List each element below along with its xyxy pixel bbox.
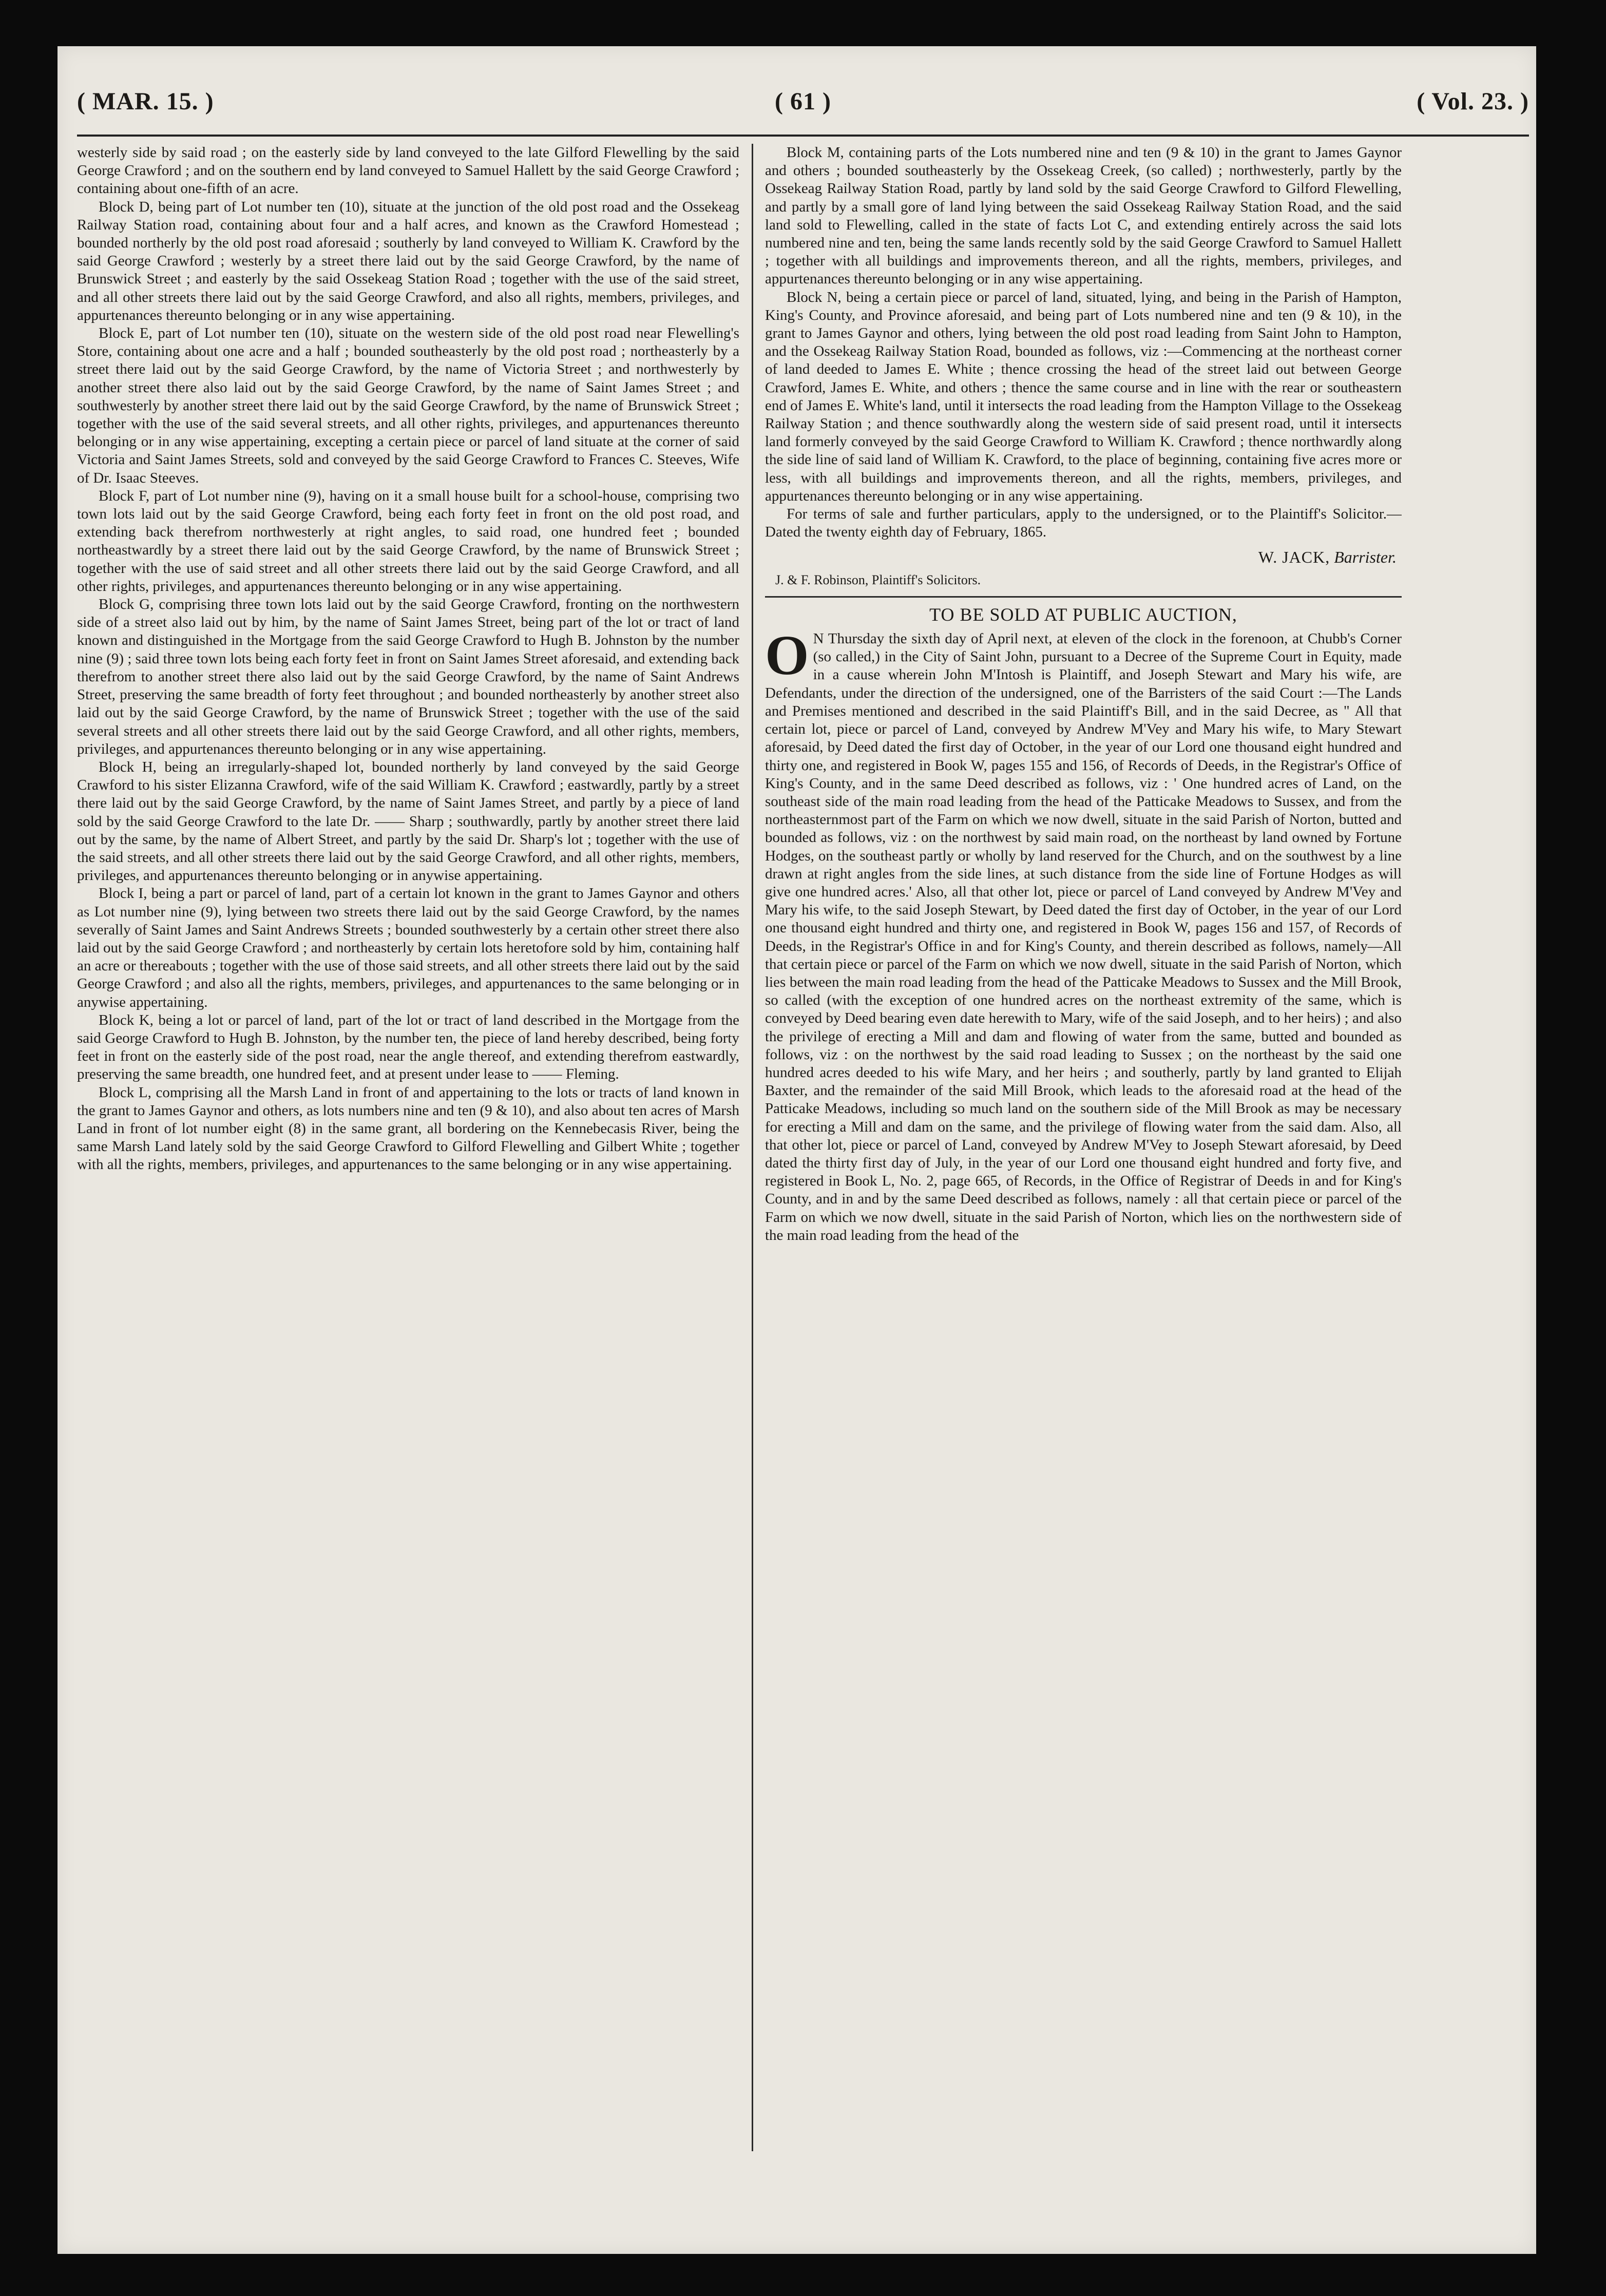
solicitors-line: J. & F. Robinson, Plaintiff's Solicitors. <box>775 572 981 587</box>
section-rule <box>765 596 1402 598</box>
left-paragraph-block-e: Block E, part of Lot number ten (10), situate on the western side of the old post road near Flewelling's Store, containing about one acre and a half ; bounded southeasterly by the old post road ; northeasterly by a street there laid out by the said George Crawford, by the name of Victoria Street ; and northwesterly by another street there also laid out by the said George Crawford, by the name of Saint James Street ; and southwesterly by another street there laid out by the said George Crawford, by the name of Brunswick Street ; together with the use of the said several streets, and all other rights, privileges, and appurtenances thereunto belonging or in any wise appertaining, excepting a certain piece or parcel of land situate at the corner of said Victoria and Saint James Streets, sold and conveyed by the said George Crawford to Frances C. Steeves, Wife of Dr. Isaac Steeves. <box>77 325 739 486</box>
right-paragraph-block-n: Block N, being a certain piece or parcel of land, situated, lying, and being in the Parish of Hampton, King's County, and Province aforesaid, and being part of Lots numbered nine and ten (9 & 10), in the grant to James Gaynor and others, lying between the old post road leading from Saint John to Hampton, and the Ossekeag Railway Station Road, bounded as follows, viz :—Commencing at the northeast corner of land deeded to James E. White ; thence crossing the head of the street laid out between George Crawford, James E. White, and others ; thence the same course and in line with the rear or southeastern end of James E. White's land, until it intersects the road leading from the Hampton Village to the Ossekeag Railway Station ; and thence southwardly along the western side of said present road, until it intersects land formerly conveyed by the said George Crawford to William K. Crawford ; thence northwardly along the side line of said land of William K. Crawford, to the place of beginning, containing five acres more or less, with all buildings and improvements thereon, and all the rights, members, privileges, and appurtenances thereunto belonging or in any wise appertaining. <box>765 289 1402 504</box>
auction-heading: TO BE SOLD AT PUBLIC AUCTION, <box>929 604 1237 625</box>
signature <box>765 548 1402 566</box>
header-date: ( MAR. 15. ) <box>77 88 214 115</box>
left-paragraph-block-c-end: westerly side by said road ; on the easterly side by land conveyed to the late Gilford Flewelling by the said George Crawford ; and on the southern end by land conveyed to Samuel Hallett by the said George Crawford ; containing about one-fifth of an acre. <box>77 144 739 197</box>
column-divider <box>752 144 753 2151</box>
header-volume: ( Vol. 23. ) <box>1417 88 1529 115</box>
left-column <box>77 144 739 2167</box>
left-paragraph-block-l: Block L, comprising all the Marsh Land in front of and appertaining to the lots or tracts of land known in the grant to James Gaynor and others, as lots numbers nine and ten (9 & 10), and also about ten acres of Marsh Land in front of lot number eight (8) in the same grant, all bordering on the Kennebecasis River, being the same Marsh Land lately sold by the said George Crawford to Gilford Flewelling and Gilbert White ; together with all the rights, members, privileges, and appurtenances to the same belonging or in any wise appertaining. <box>77 1084 739 1173</box>
right-paragraph-terms: For terms of sale and further particulars, apply to the undersigned, or to the Plaintiff's Solicitor.—Dated the twenty eighth day of February, 1865. <box>765 506 1402 541</box>
left-paragraph-block-h: Block H, being an irregularly-shaped lot, bounded northerly by land conveyed by the said George Crawford to his sister Elizanna Crawford, wife of the said William K. Crawford ; eastwardly, partly by a street there laid out by the said George Crawford, by the name of Saint James Street, and partly by a piece of land sold by the said George Crawford to the late Dr. —— Sharp ; southwardly, partly by another street there laid out by the same, by the name of Albert Street, and partly by the said Dr. Sharp's lot ; together with the use of the said streets, and all other streets there laid out by the said George Crawford, and all other rights, members, privileges, and appurtenances thereunto belonging or in anywise appertaining. <box>77 758 739 884</box>
auction-text: N Thursday the sixth day of April next, at eleven of the clock in the forenoon, at Chubb's Corner (so called,) in the City of Saint John, pursuant to a Decree of the Supreme Court in Equity, made in a cause wherein John M'Intosh is Plaintiff, and Joseph Stewart and Mary his wife, are Defendants, under the direction of the undersigned, one of the Barristers of the said Court :—The Lands and Premises mentioned and described in the said Plaintiff's Bill, and in the said Decree, as " All that certain lot, piece or parcel of Land, conveyed by Andrew M'Vey and Mary his wife, to Mary Stewart aforesaid, by Deed dated the first day of October, in the year of our Lord one thousand eight hundred and thirty one, and registered in Book W, pages 155 and 156, of Records of Deeds, in the Registrar's Office of King's County, and in the same Deed described as follows, viz : ' One hundred acres of Land, on the southeast side of the main road leading from the head of the Patticake Meadows to Sussex, and from the northeasternmost part of the Farm on which we now dwell, situate in the said Parish of Norton, butted and bounded as follows, viz : on the northwest by said main road, on the northeast by land owned by Fortune Hodges, on the southeast partly or wholly by land reserved for the Church, and on the southwest by a line drawn at right angles from the side lines, at such distance from the side line of Fortune Hodges as will give one hundred acres.' Also, all that other lot, piece or parcel of Land conveyed by Andrew M'Vey and Mary his wife, to the said Joseph Stewart, by Deed dated the first day of October, in the year of our Lord one thousand eight hundred and thirty one, and registered in Book W, pages 156 and 157, of Records of Deeds, in the Registrar's Office in and for King's County, and therein described as follows, namely—All that certain piece or parcel of the Farm on which we now dwell, situate in the said Parish of Norton, which lies between the main road leading from the head of the Patticake Meadows to Sussex and the Mill Brook, so called (with the exception of one hundred acres on the northeast extremity of the same, which is conveyed by Deed bearing even date herewith to Mary, wife of the said Joseph, and to her heirs) ; and also the privilege of erecting a Mill and dam and flowing of water from the same, butted and bounded as follows, viz : on the northwest by the said road leading to Sussex ; on the northeast by the said one hundred acres deeded to his wife Mary, and her heirs ; and southerly, partly by land granted to Elijah Baxter, and the remainder of the said Mill Brook, which leads to the aforesaid road at the head of the Patticake Meadows, including so much land on the southern side of the Mill Brook as may be necessary for erecting a Mill and dam on the same, and the privilege of flowing water from the said dam. Also, all that other lot, piece or parcel of Land, conveyed by Andrew M'Vey to Joseph Stewart aforesaid, by Deed dated the thirty first day of July, in the year of our Lord one thousand eight hundred and forty five, and registered in Book L, No. 2, page 665, of Records, in the Office of Registrar of Deeds in and for King's County, and in and by the same Deed described as follows, namely : all that certain piece or parcel of the Farm on which we now dwell, situate in the said Parish of Norton, which lies on the northwestern side of the main road leading from the head of the <box>765 630 1402 1243</box>
left-paragraph-block-k: Block K, being a lot or parcel of land, part of the lot or tract of land described in the Mortgage from the said George Crawford to Hugh B. Johnston, by the number ten, the piece of land hereby described, being forty feet in front on the easterly side of the post road, near the angle thereof, and extending therefrom eastwardly, preserving the same breadth, one hundred feet, and at present under lease to —— Fleming. <box>77 1011 739 1083</box>
left-paragraph-block-f: Block F, part of Lot number nine (9), having on it a small house built for a school-house, comprising two town lots laid out by the said George Crawford, being each forty feet in front on the old post road, and extending back therefrom northwesterly at right angles, to said road, one hundred feet ; bounded northeastwardly by a street there laid out by the said George Crawford, by the name of Brunswick Street ; together with the use of said street and all other streets there laid out by the said George Crawford, and all other rights, privileges, and appurtenances thereunto belonging or in any wise appertaining. <box>77 487 739 595</box>
right-column <box>765 144 1402 2167</box>
page-header <box>77 87 1529 128</box>
left-paragraph-block-d: Block D, being part of Lot number ten (10), situate at the junction of the old post road and the Ossekeag Railway Station road, containing about four and a half acres, and known as the Crawford Homestead ; bounded northerly by the old post road aforesaid ; southerly by land conveyed to William K. Crawford by the said George Crawford ; westerly by a street there laid out by the said George Crawford, by the name of Brunswick Street ; and easterly by the said Ossekeag Station Road ; together with the use of the said street, and all other streets there laid out by the said George Crawford, and also all rights, members, privileges, and appurtenances thereunto belonging or in any wise appertaining. <box>77 198 739 323</box>
header-page-number: ( 61 ) <box>775 88 831 115</box>
auction-dropcap: O <box>765 624 809 687</box>
auction-paragraph <box>765 624 1402 1245</box>
header-rule <box>77 135 1529 137</box>
right-paragraph-block-m: Block M, containing parts of the Lots numbered nine and ten (9 & 10) in the grant to James Gaynor and others ; bounded southeasterly by the Ossekeag Creek, (so called) ; northwesterly, partly by the Ossekeag Railway Station Road, partly by land sold by the said George Crawford to Gilford Flewelling, and partly by a small gore of land lying between the said Ossekeag Railway Station Road, and the said land sold to Flewelling, called in the state of facts Lot C, and extending entirely across the said lots numbered nine and ten, being the same lands recently sold by the said George Crawford to Samuel Hallett ; together with all buildings and improvements thereon, and all the rights, members, privileges, and appurtenances thereunto belonging or in any wise appertaining. <box>765 144 1402 288</box>
left-paragraph-block-i: Block I, being a part or parcel of land, part of a certain lot known in the grant to James Gaynor and others as Lot number nine (9), lying between two streets there laid out by the said George Crawford, by the names severally of Saint James and Saint Andrews Streets ; bounded southwesterly by a certain other street there also laid out by the said George Crawford ; and northeasterly by certain lots heretofore sold by him, containing half an acre or thereabouts ; together with the use of those said streets, and all other streets there laid out by the said George Crawford ; and also all the rights, members, privileges, and appurtenances to the same belonging or in anywise appertaining. <box>77 885 739 1010</box>
signature-name: W. JACK, <box>1258 548 1330 567</box>
signature-title: Barrister. <box>1334 548 1397 567</box>
left-paragraph-block-g: Block G, comprising three town lots laid out by the said George Crawford, fronting on the northwestern side of a street also laid out by him, by the name of Saint James Street, being part of the lot or tract of land known and distinguished in the Mortgage from the said George Crawford to Hugh B. Johnston by the number nine (9) ; said three town lots being each forty feet in front on Saint James Street aforesaid, and extending back therefrom to another street there also laid out by the said George Crawford, by the name of Saint Andrews Street, preserving the same breadth of forty feet throughout ; and bounded northeasterly by another street also laid out by the said George Crawford, by the name of Brunswick Street ; together with the use of the said several streets and all other streets there laid out by the said George Crawford, and all other rights, members, privileges, and appurtenances thereunto belonging or in any wise appertaining. <box>77 596 739 757</box>
